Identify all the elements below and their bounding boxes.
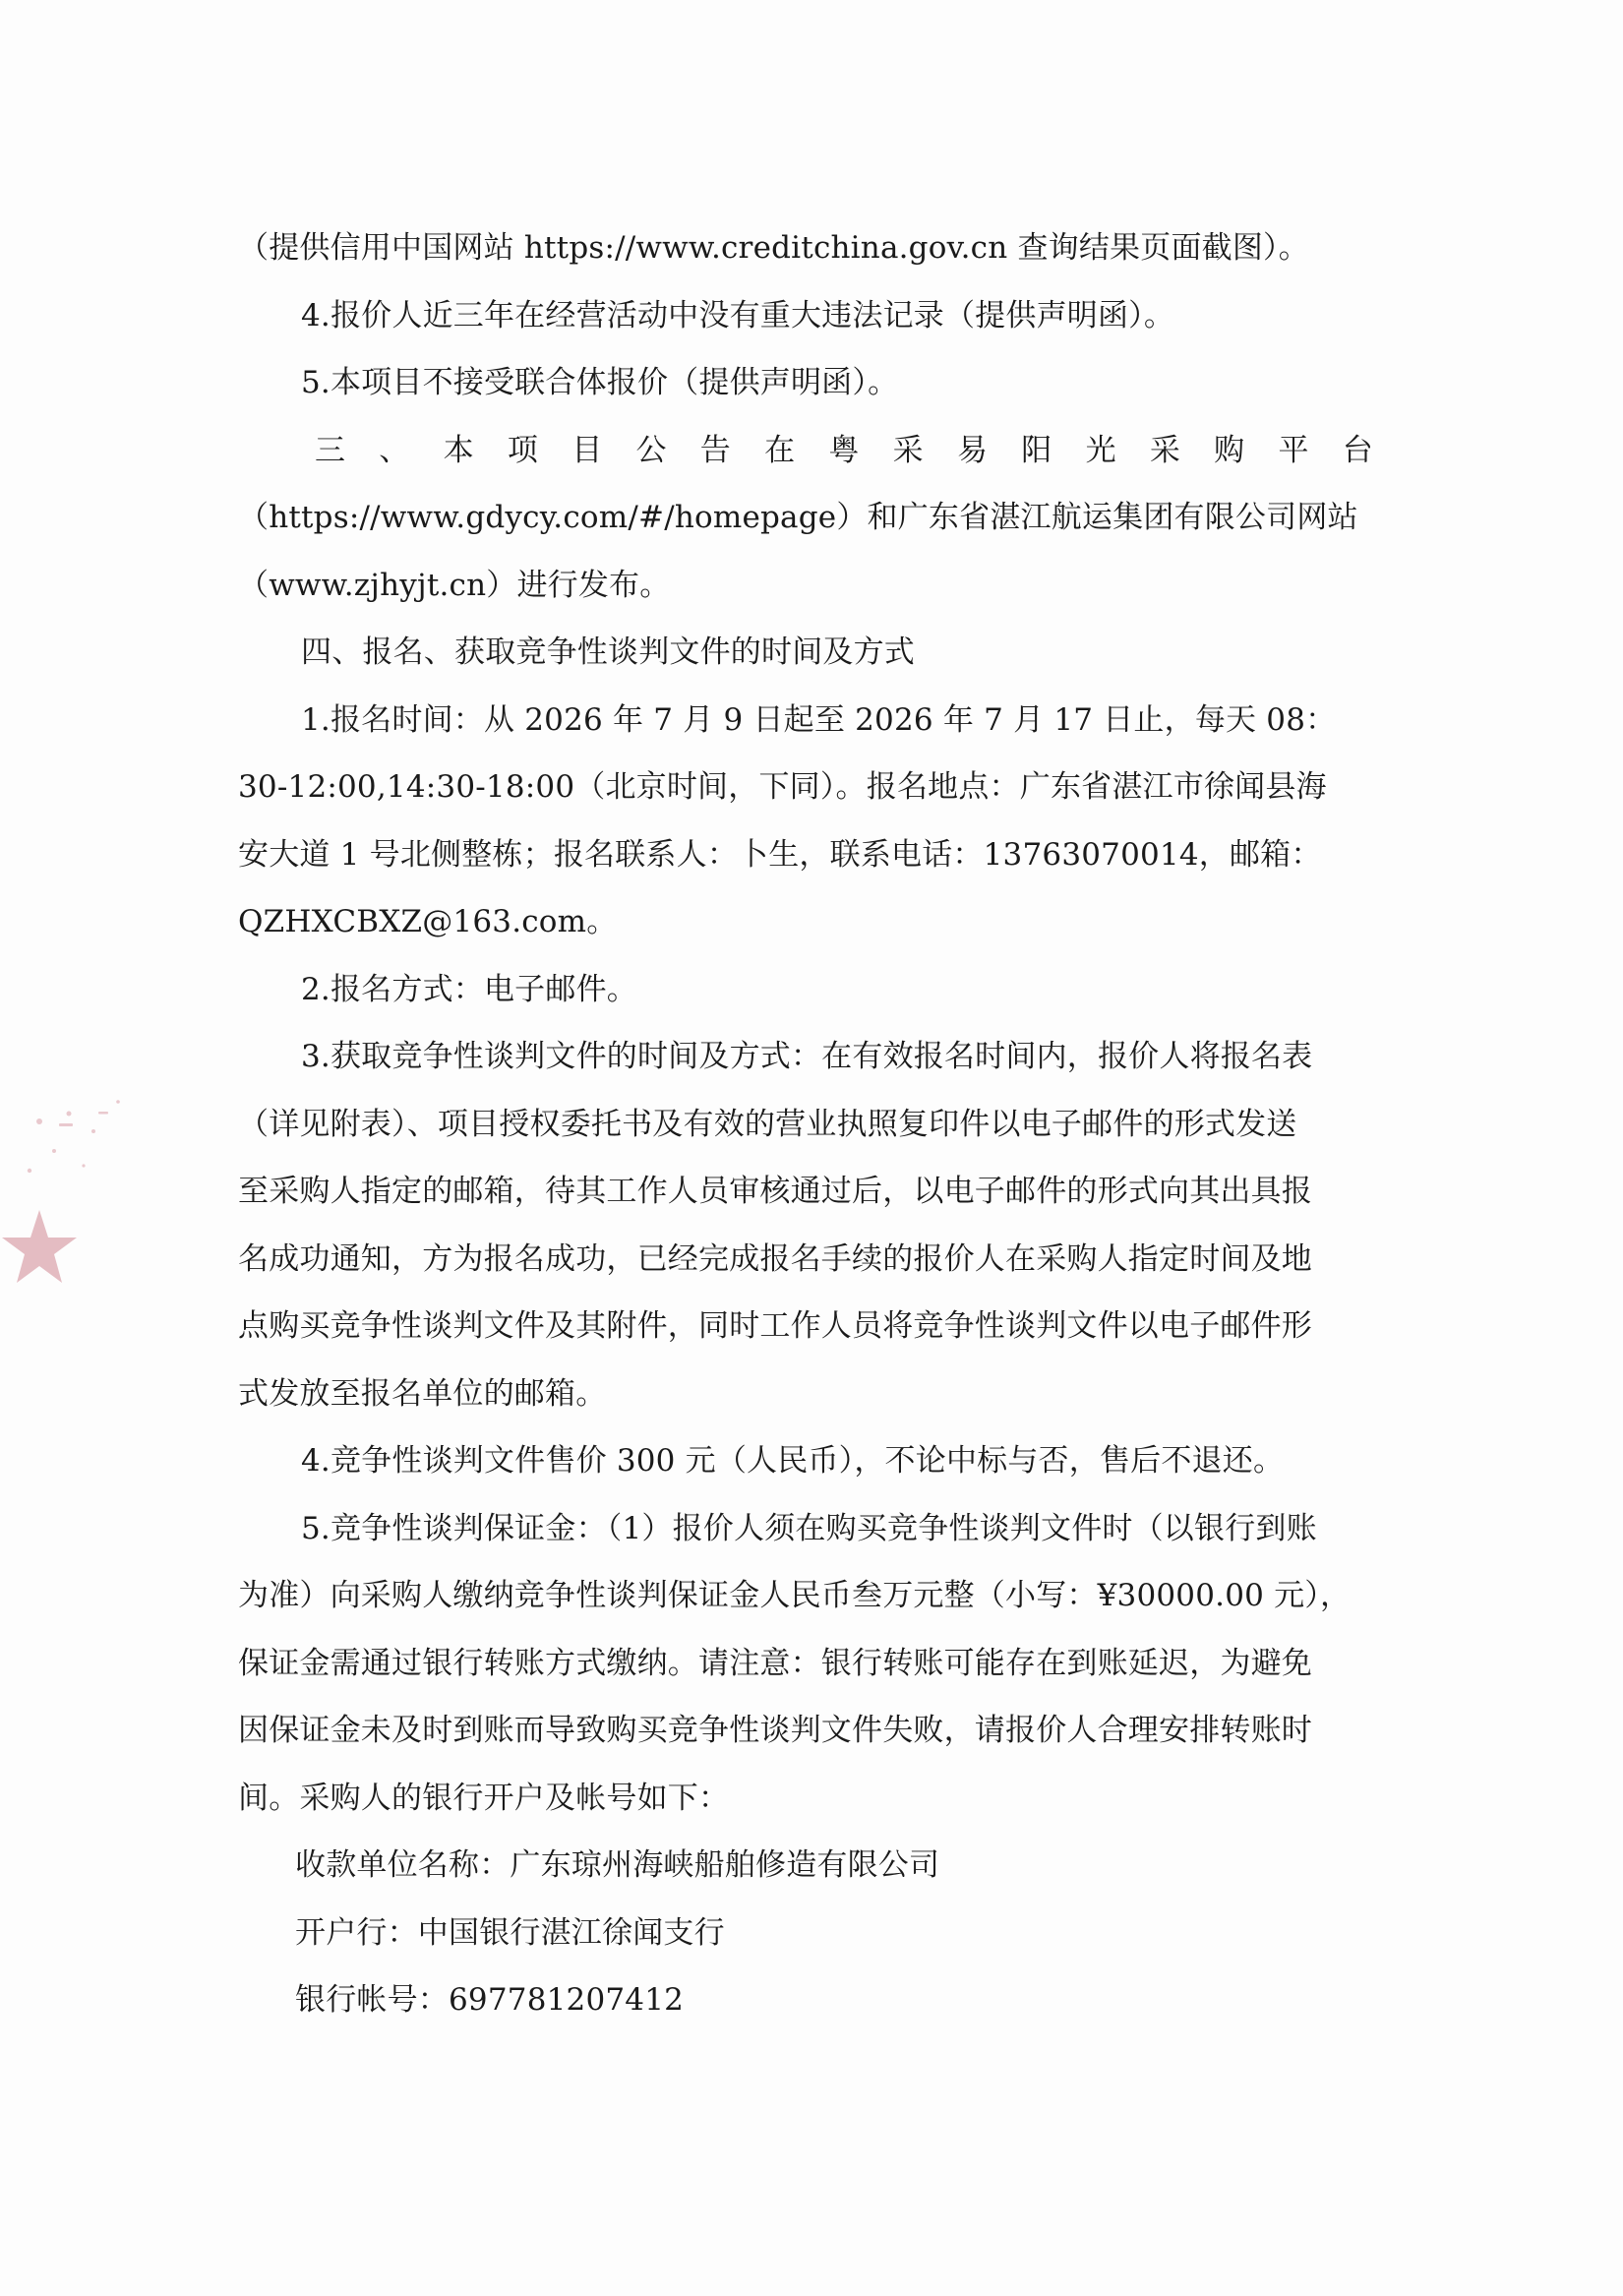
text-line-8: 1.报名时间：从 2026 年 7 月 9 日起至 2026 年 7 月 17 日止，每天 08： (301, 701, 1337, 738)
text-line-24: 间。采购人的银行开户及帐号如下： (238, 1780, 730, 1816)
spread-char-13: 采 (1149, 432, 1181, 468)
text-line-10: 安大道 1 号北侧整栋；报名联系人：卜生，联系电话：13763070014，邮箱： (238, 836, 1322, 873)
spread-char-15: 平 (1278, 432, 1309, 468)
spread-char-6: 告 (699, 432, 731, 468)
section-heading-4: 四、报名、获取竞争性谈判文件的时间及方式 (301, 634, 915, 670)
text-line-12: 2.报名方式：电子邮件。 (301, 971, 637, 1007)
spread-char-5: 公 (635, 432, 667, 468)
text-line-2: 4.报价人近三年在经营活动中没有重大违法记录（提供声明函）。 (301, 297, 1175, 333)
spread-char-1: 、 (379, 432, 410, 468)
text-line-3: 5.本项目不接受联合体报价（提供声明函）。 (301, 365, 899, 400)
text-line-22: 保证金需通过银行转账方式缴纳。请注意：银行转账可能存在到账延迟，为避免 (238, 1645, 1312, 1681)
spread-char-4: 目 (571, 432, 603, 468)
email-line: QZHXCBXZ@163.com。 (238, 904, 618, 939)
spread-char-16: 台 (1342, 432, 1373, 468)
spread-char-14: 购 (1214, 432, 1245, 468)
spread-char-0: 三 (315, 432, 346, 468)
spread-char-9: 采 (892, 432, 924, 468)
red-seal-stamp-fragment (0, 1062, 148, 1318)
document-body (238, 214, 1379, 2034)
text-line-21: 为准）向采购人缴纳竞争性谈判保证金人民币叁万元整（小写：¥30000.00 元）， (238, 1578, 1352, 1613)
spread-char-3: 项 (507, 432, 539, 468)
spread-char-8: 粤 (828, 432, 860, 468)
spread-char-2: 本 (443, 432, 474, 468)
text-line-14: （详见附表）、项目授权委托书及有效的营业执照复印件以电子邮件的形式发送 (238, 1106, 1297, 1142)
text-line-6: （www.zjhyjt.cn）进行发布。 (238, 567, 671, 603)
text-line-18: 式发放至报名单位的邮箱。 (238, 1375, 607, 1412)
section-heading-3-spread (238, 417, 1379, 485)
text-line-15: 至采购人指定的邮箱，待其工作人员审核通过后，以电子邮件的形式向其出具报 (238, 1174, 1312, 1209)
text-line-5: （https://www.gdycy.com/#/homepage）和广东省湛江航运集团有限公司网站 (238, 500, 1358, 535)
spread-char-12: 光 (1085, 432, 1116, 468)
spread-char-7: 在 (764, 432, 796, 468)
text-line-19: 4.竞争性谈判文件售价 300 元（人民币），不论中标与否，售后不退还。 (301, 1443, 1285, 1479)
text-line-20: 5.竞争性谈判保证金：（1）报价人须在购买竞争性谈判文件时（以银行到账 (301, 1510, 1317, 1546)
text-line-9: 30-12:00,14:30-18:00（北京时间，下同）。报名地点：广东省湛江市徐闻县海 (238, 769, 1327, 805)
bank-account-line: 银行帐号：697781207412 (295, 1982, 685, 2018)
spread-char-11: 阳 (1021, 432, 1052, 468)
payee-name-line: 收款单位名称：广东琼州海峡船舶修造有限公司 (295, 1847, 940, 1883)
text-line-1: （提供信用中国网站 https://www.creditchina.gov.cn 查询结果页面截图）。 (238, 230, 1309, 266)
text-line-16: 名成功通知，方为报名成功，已经完成报名手续的报价人在采购人指定时间及地 (238, 1240, 1312, 1277)
text-line-17: 点购买竞争性谈判文件及其附件，同时工作人员将竞争性谈判文件以电子邮件形 (238, 1308, 1312, 1344)
spread-char-10: 易 (956, 432, 989, 468)
bank-name-line: 开户行：中国银行湛江徐闻支行 (295, 1914, 725, 1951)
text-line-23: 因保证金未及时到账而导致购买竞争性谈判文件失败，请报价人合理安排转账时 (238, 1713, 1312, 1748)
text-line-13: 3.获取竞争性谈判文件的时间及方式：在有效报名时间内，报价人将报名表 (301, 1039, 1313, 1074)
